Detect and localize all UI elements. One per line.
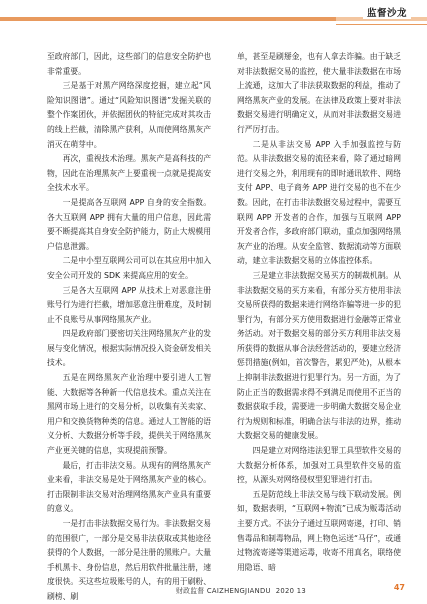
paragraph: 三是基于对黑产网络深度挖掘，建立起“风险知识图谱”。通过“风险知识图谱”发掘关联的整个作案团伙，并依据团伙的特征完成对其攻击的线上拦截，清除黑产获利，从而使网络黑灰产消灭在萌芽中。 <box>47 81 211 149</box>
paragraph: 至政府部门，因此，这些部门的信息安全防护也非常重要。 <box>47 52 211 76</box>
paragraph: 五是在网络黑灰产业治理中要引进人工智能、大数据等各种新一代信息技术。重点关注在黑网市场上进行的交易分析，以收集有关卖家、用户和交换货物种类的信息。通过人工智能的语义分析、大数据分析等手段，提供关于网络黑灰产业更关键的信息，实现提前预警。 <box>47 373 211 456</box>
paragraph: 最后，打击非法交易。从现有的网络黑灰产业来看，非法交易是处于网络黑灰产业的核心。打击限制非法交易对治理网络黑灰产业具有重要的意义。 <box>47 460 211 514</box>
paragraph: 五是防范线上非法交易与线下联动发展。例如，数据表明，“互联网+物流”已成为贩毒活动主要方式。不法分子通过互联网寄递，打印、销售毒品和制毒物品，网上物色运送“马仔”，或通过物流寄递等渠道运毒，收寄不用真名，联络使用隐语、暗 <box>237 489 402 572</box>
section-tag: 监督沙龙 <box>363 5 411 19</box>
text-column-left <box>47 50 211 604</box>
paragraph: 一是打击非法数据交易行为。非法数据交易的范围很广，一部分是交易非法获取或其他途径获得的个人数据，一部分是注册的黑账户。大量手机黑卡、身份信息，然后用软件批量注册，速度很快。买这些垃圾账号的人，有的用于刷粉、刷榜、刷 <box>47 519 211 601</box>
paragraph: 三是建立非法数据交易买方的制裁机制。从非法数据交易的买方来看，有部分买方使用非法交易所获得的数据来进行网络诈骗等进一步的犯罪行为，有部分买方使用数据进行金融等正常业务活动。对于数据交易的部分买方利用非法交易所获得的数据从事合法经营活动的，要建立经济惩罚措施(例如，首次警告，累犯严处)，从根本上抑制非法数据进行犯罪行为。另一方面，为了防止正当的数据需求得不到满足而使用不正当的数据获取手段，需要进一步明确大数据交易企业行为规则和标准，明确合法与非法的边界，推动大数据交易的健康发展。 <box>237 270 401 441</box>
paragraph: 单，甚至是刷掰金，也有人拿去诈骗。由于缺乏对非法数据交易的监控，使大量非法数据在市场上流通，这加大了非法获取数据的利益，推动了网络黑灰产业的发展。在法律及政策上要对非法数据交易进行明确定义，从而对非法数据交易进行严厉打击。 <box>237 52 401 134</box>
page-number: 47 <box>393 583 405 592</box>
paragraph: 一是提高各互联网 APP 自身的安全指数。各大互联网 APP 拥有大量的用户信息，因此需要不断提高其自身安全防护能力，防止大规模用户信息泄露。 <box>47 197 211 251</box>
paragraph: 四是政府部门要密切关注网络黑灰产业的发展与变化情况，根据实际情况投入资金研发相关技术。 <box>47 329 211 368</box>
issue-number: 2020 13 <box>275 587 306 595</box>
text-column-right <box>237 50 401 575</box>
page-header-band <box>0 0 427 34</box>
footer-journal <box>176 585 306 595</box>
paragraph: 三是各大互联网 APP 从技术上对恶意注册账号行为进行拦截，增加恶意注册难度，及时制止不良账号从事网络黑灰产业。 <box>47 285 211 324</box>
paragraph: 二是从非法交易 APP 入手加强监控与防范。从非法数据交易的流径来看，除了通过暗网进行交易之外，利用现有的即时通讯软件、网络支付 APP、电子商务 APP 进行交易的也不在少数。因此，在打击非法数据交易过程中，需要互联网 APP 开发者的合作，加强与互联网 APP 开发者合作，多政府部门联动，重点加强网络黑灰产业的治理。从安全监管、数据流动等方面联动，建立非法数据交易的立体监控体系。 <box>237 139 401 266</box>
paragraph: 二是中小型互联网公司可以在其应用中加入安全公司开发的 SDK 来提高应用的安全。 <box>47 256 211 280</box>
page-footer <box>0 583 427 597</box>
section-rule <box>336 24 427 25</box>
header-accent-strip <box>0 17 336 21</box>
journal-name: 财政监督 CAIZHENGJIANDU <box>176 587 271 595</box>
paragraph: 四是建立对网络违法犯罪工具型软件交易的大数据分析体系，加强对工具型软件交易的监控，从源头对网络侵权型犯罪进行打击。 <box>237 446 401 485</box>
paragraph: 再次，重视技术治理。黑灰产是高科技的产物，因此在治理黑灰产上要重视一点就是提高安全技术水平。 <box>47 154 211 193</box>
